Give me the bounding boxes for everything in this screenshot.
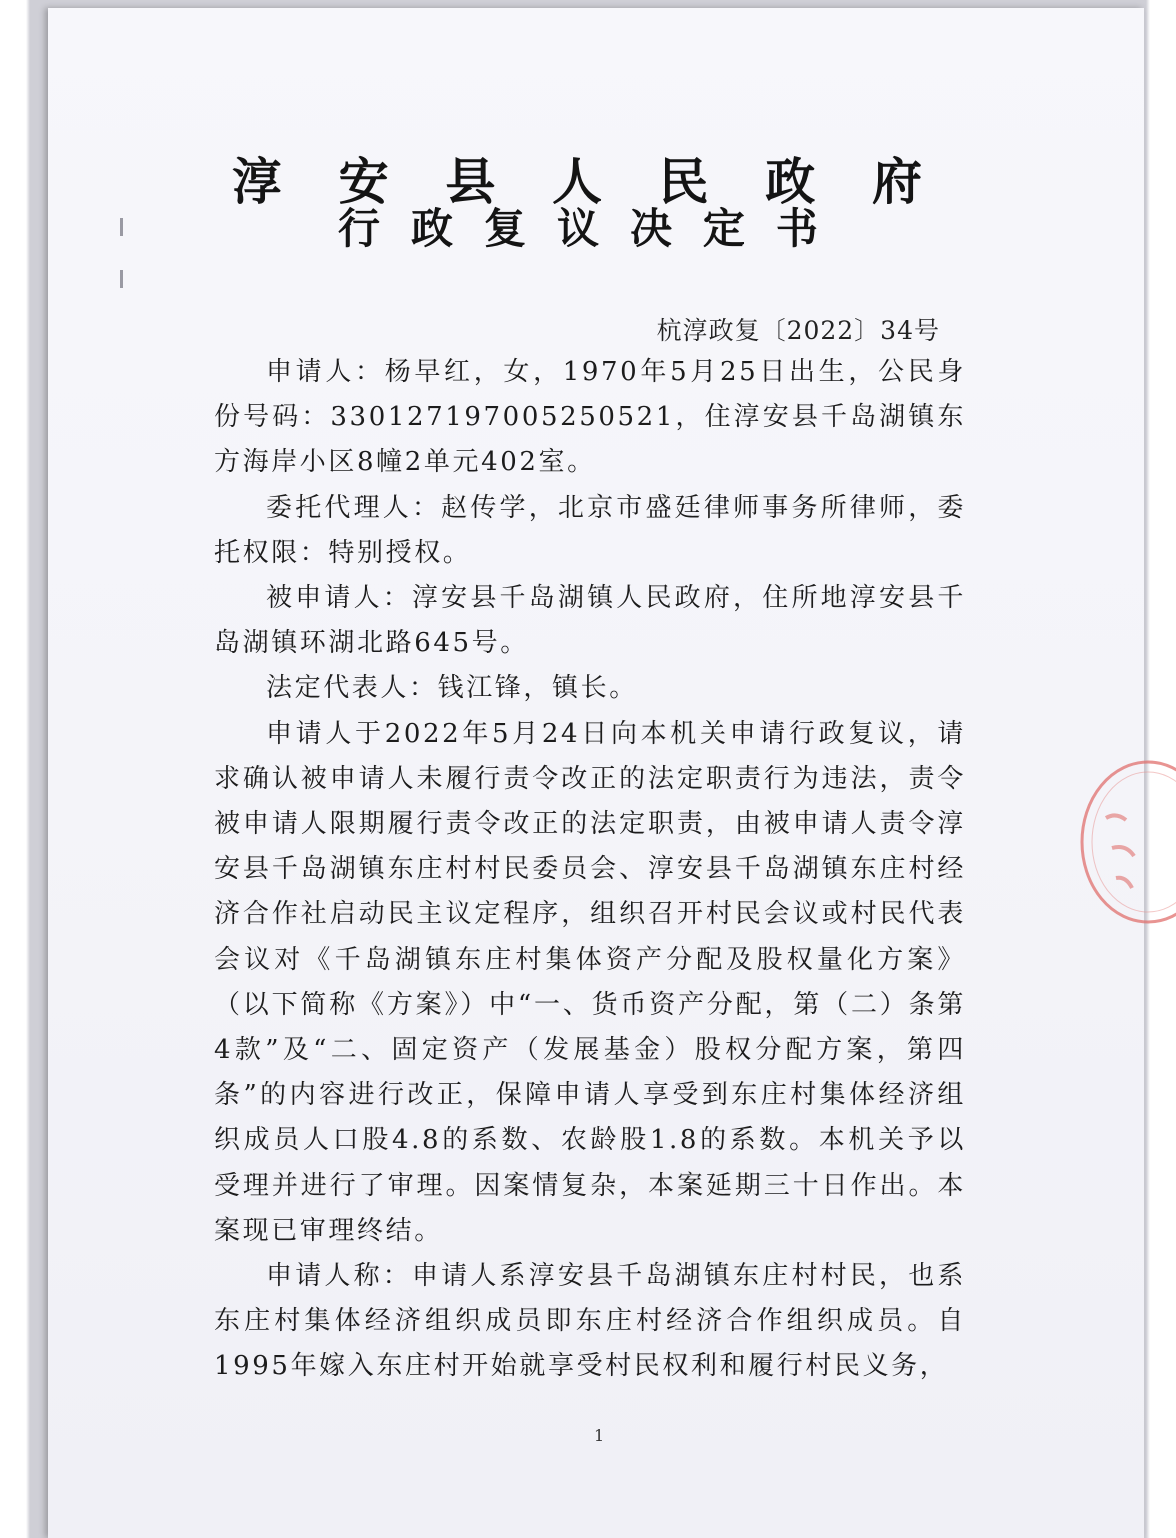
title-char: 府 [871, 153, 922, 211]
title-char: 淳 [232, 153, 282, 211]
paragraph-agent: 委托代理人：赵传学，北京市盛廷律师事务所律师，委托权限：特别授权。 [214, 492, 966, 568]
staple-mark-top [120, 218, 123, 236]
title-char: 复 [483, 204, 526, 253]
title-char: 政 [410, 204, 453, 253]
title-char: 民 [658, 153, 709, 211]
paragraph-applicant-statement: 申请人称：申请人系淳安县千岛湖镇东庄村村民，也系东庄村集体经济组织成员即东庄村经济合作组织成员。自1995年嫁入东庄村开始就享受村民权利和履行村民义务， [214, 1261, 966, 1382]
document-body [214, 350, 966, 1390]
title-char: 决 [629, 204, 672, 253]
title-char: 书 [775, 204, 818, 253]
page-number: 1 [594, 1426, 605, 1445]
staple-mark-bottom [120, 270, 123, 288]
paragraph-respondent: 被申请人：淳安县千岛湖镇人民政府，住所地淳安县千岛湖镇环湖北路645号。 [214, 583, 966, 659]
title-char: 议 [556, 204, 599, 253]
paragraph-applicant: 申请人：杨早红，女，1970年5月25日出生，公民身份号码：330127197005250521，住淳安县千岛湖镇东方海岸小区8幢2单元402室。 [214, 357, 966, 478]
title-char: 县 [445, 153, 496, 211]
paragraph-legal-representative: 法定代表人：钱江锋，镇长。 [266, 673, 638, 704]
title-char: 政 [765, 153, 816, 211]
red-seal-stamp [1076, 758, 1176, 928]
document-number: 杭淳政复〔2022〕34号 [656, 316, 940, 345]
paragraph-request: 申请人于2022年5月24日向本机关申请行政复议，请求确认被申请人未履行责令改正的法定职责行为违法，责令被申请人限期履行责令改正的法定职责，由被申请人责令淳安县千岛湖镇东庄村村民委员会、淳安县千岛湖镇东庄村经济合作社启动民主议定程序，组织召开村民会议或村民代表会议对《千岛湖镇东庄村集体资产分配及股权量化方案》（以下简称《方案》）中“一、货币资产分配，第（二）条第4款”及“二、固定资产（发展基金）股权分配方案，第四条”的内容进行改正，保障申请人享受到东庄村集体经济组织成员人口股4.8的系数、农龄股1.8的系数。本机关予以受理并进行了审理。因案情复杂，本案延期三十日作出。本案现已审理终结。 [214, 718, 966, 1246]
title-char: 定 [702, 204, 745, 253]
title-char: 人 [551, 153, 602, 211]
document-title-type [338, 196, 818, 256]
title-char: 安 [338, 153, 389, 211]
title-char: 行 [338, 204, 381, 253]
